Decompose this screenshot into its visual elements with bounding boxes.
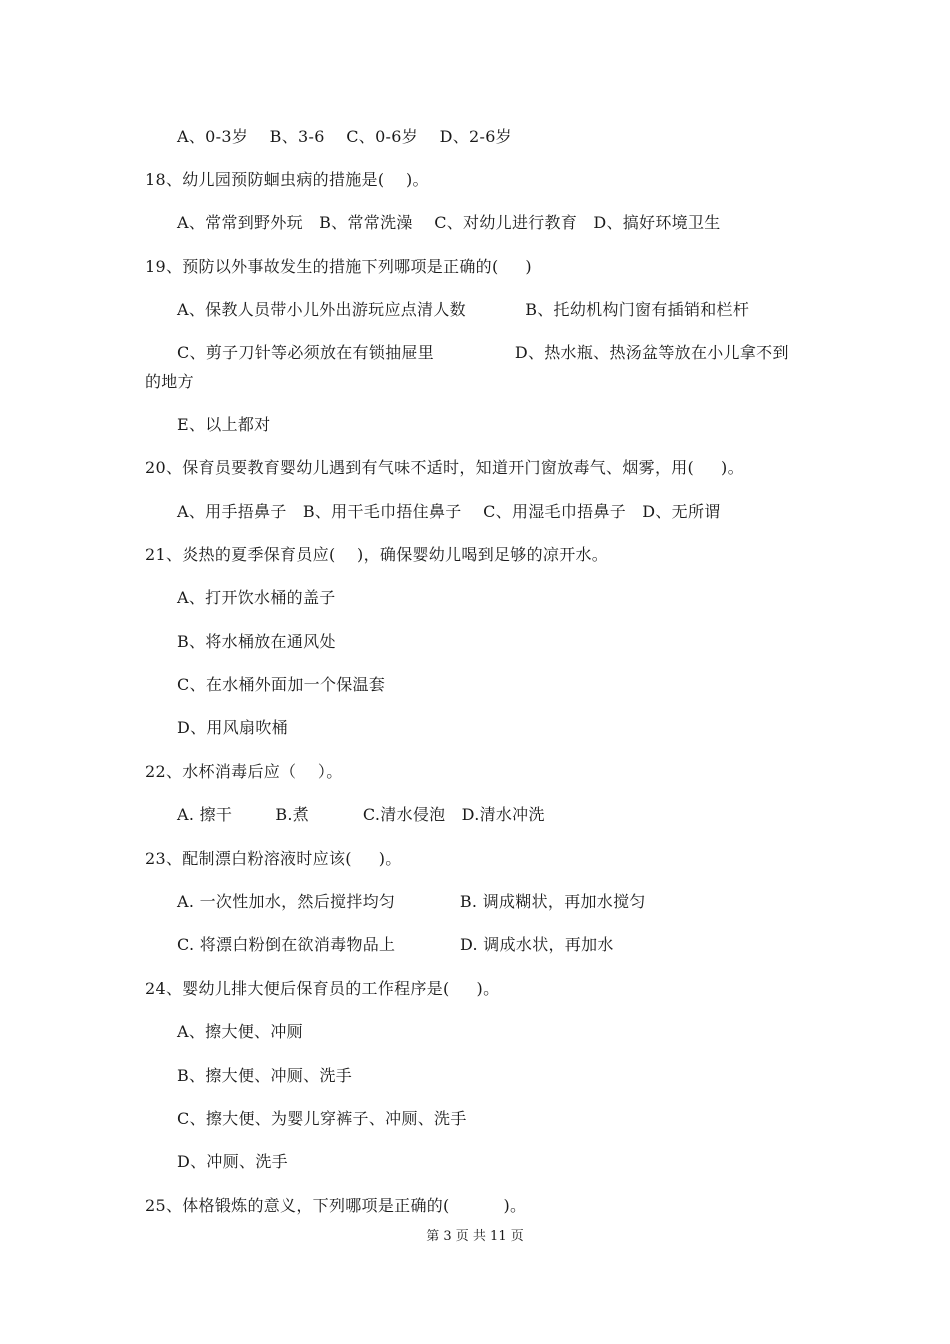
question-21-option-d: D、用风扇吹桶 <box>177 718 288 737</box>
question-24-option-b: B、擦大便、冲厕、洗手 <box>177 1066 353 1085</box>
question-19-option-e: E、以上都对 <box>177 415 271 434</box>
question-23-options-cd: C. 将漂白粉倒在欲消毒物品上 D. 调成水状，再加水 <box>177 935 614 954</box>
question-22-options: A. 擦干 B.煮 C.清水侵泡 D.清水冲洗 <box>177 805 545 824</box>
question-24-option-d: D、冲厕、洗手 <box>177 1152 288 1171</box>
question-18-stem: 18、幼儿园预防蛔虫病的措施是( )。 <box>145 170 429 189</box>
question-24-option-a: A、擦大便、冲厕 <box>177 1022 303 1041</box>
question-17-options: A、0-3岁 B、3-6 C、0-6岁 D、2-6岁 <box>177 127 512 146</box>
question-20-stem: 20、保育员要教育婴幼儿遇到有气味不适时，知道开门窗放毒气、烟雾，用( )。 <box>145 458 744 477</box>
question-21-option-b: B、将水桶放在通风处 <box>177 632 336 651</box>
question-24-stem: 24、婴幼儿排大便后保育员的工作程序是( )。 <box>145 979 500 998</box>
question-22-stem: 22、水杯消毒后应（ ）。 <box>145 762 343 781</box>
question-23-stem: 23、配制漂白粉溶液时应该( )。 <box>145 849 402 868</box>
question-25-stem: 25、体格锻炼的意义，下列哪项是正确的( )。 <box>145 1196 527 1215</box>
question-19-options-cd-continued: 的地方 <box>145 372 194 391</box>
question-21-option-a: A、打开饮水桶的盖子 <box>177 588 336 607</box>
question-21-stem: 21、炎热的夏季保育员应( )，确保婴幼儿喝到足够的凉开水。 <box>145 545 609 564</box>
question-24-option-c: C、擦大便、为婴儿穿裤子、冲厕、洗手 <box>177 1109 467 1128</box>
question-18-options: A、常常到野外玩 B、常常洗澡 C、对幼儿进行教育 D、搞好环境卫生 <box>177 213 721 232</box>
page-number-footer: 第 3 页 共 11 页 <box>426 1229 524 1244</box>
question-19-options-cd: C、剪子刀针等必须放在有锁抽屉里 D、热水瓶、热汤盆等放在小儿拿不到 <box>177 343 789 362</box>
question-21-option-c: C、在水桶外面加一个保温套 <box>177 675 386 694</box>
question-20-options: A、用手捂鼻子 B、用干毛巾捂住鼻子 C、用湿毛巾捂鼻子 D、无所谓 <box>177 502 721 521</box>
question-19-options-ab: A、保教人员带小儿外出游玩应点清人数 B、托幼机构门窗有插销和栏杆 <box>177 300 750 319</box>
question-23-options-ab: A. 一次性加水，然后搅拌均匀 B. 调成糊状，再加水搅匀 <box>177 892 646 911</box>
question-19-stem: 19、预防以外事故发生的措施下列哪项是正确的( ) <box>145 257 532 276</box>
